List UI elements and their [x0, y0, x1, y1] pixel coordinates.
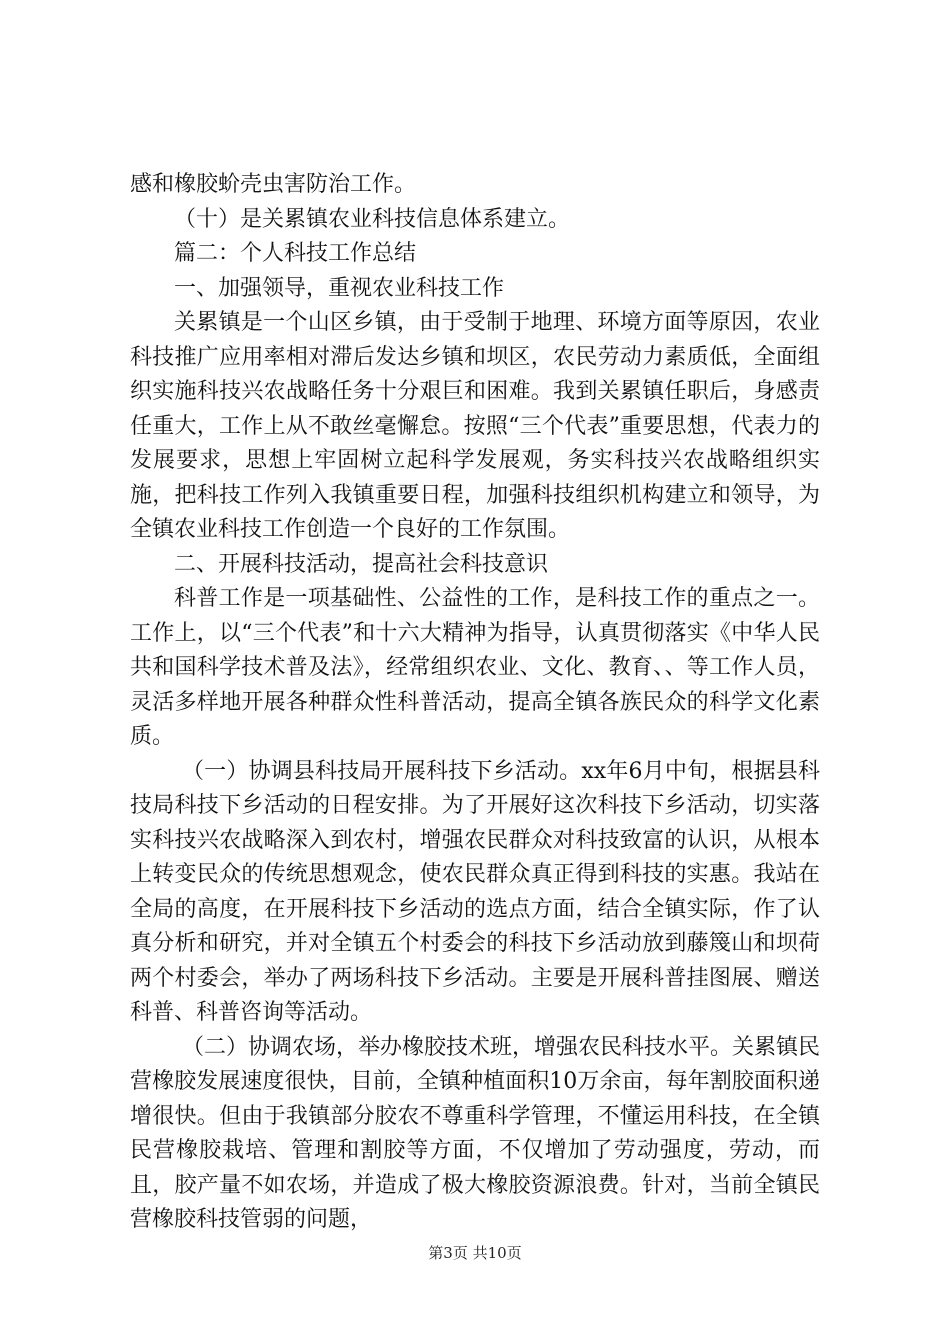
heading-two: 二、开展科技活动，提高社会科技意识	[174, 551, 549, 577]
heading-one: 一、加强领导，重视农业科技工作	[174, 275, 505, 301]
paragraph-8: （一）协调县科技局开展科技下乡活动。xx年6月中旬，根据县科技局科技下乡活动的日程安排。为了开展好这次科技下乡活动，切实落实科技兴农战略深入到农村，增强农民群众对科技致富的认识，从根本上转变民众的传统思想观念，使农民群众真正得到科技的实惠。我站在全局的高度，在开展科技下乡活动的选点方面，结合全镇实际，作了认真分析和研究，并对全镇五个村委会的科技下乡活动放到藤篾山和坝荷两个村委会，举办了两场科技下乡活动。主要是开展科普挂图展、赠送科普、科普咨询等活动。	[130, 758, 820, 1025]
paragraph-7: 科普工作是一项基础性、公益性的工作，是科技工作的重点之一。工作上，以“三个代表”和十六大精神为指导，认真贯彻落实《中华人民共和国科学技术普及法》，经常组织农业、文化、教育、、等工作人员，灵活多样地开展各种群众性科普活动，提高全镇各族民众的科学文化素质。	[130, 586, 820, 749]
section-title-part-two: 篇二：个人科技工作总结	[174, 241, 417, 266]
paragraph-1: 感和橡胶蚧壳虫害防治工作。	[130, 172, 417, 197]
document-body	[130, 168, 820, 1238]
paragraph-2: （十）是关累镇农业科技信息体系建立。	[174, 206, 571, 232]
paragraph-5: 关累镇是一个山区乡镇，由于受制于地理、环境方面等原因，农业科技推广应用率相对滞后发达乡镇和坝区，农民劳动力素质低，全面组织实施科技兴农战略任务十分艰巨和困难。我到关累镇任职后，身感责任重大，工作上从不敢丝毫懈怠。按照“三个代表”重要思想，代表力的发展要求，思想上牢固树立起科学发展观，务实科技兴农战略组织实施，把科技工作列入我镇重要日程，加强科技组织机构建立和领导，为全镇农业科技工作创造一个良好的工作氛围。	[130, 310, 820, 542]
paragraph-9: （二）协调农场，举办橡胶技术班，增强农民科技水平。关累镇民营橡胶发展速度很快，目前，全镇种植面积10万余亩，每年割胶面积递增很快。但由于我镇部分胶农不尊重科学管理，不懂运用科技，在全镇民营橡胶栽培、管理和割胶等方面，不仅增加了劳动强度，劳动，而且，胶产量不如农场，并造成了极大橡胶资源浪费。针对，当前全镇民营橡胶科技管弱的问题，	[130, 1034, 821, 1232]
page-number-footer: 第3页 共10页	[428, 1244, 522, 1262]
